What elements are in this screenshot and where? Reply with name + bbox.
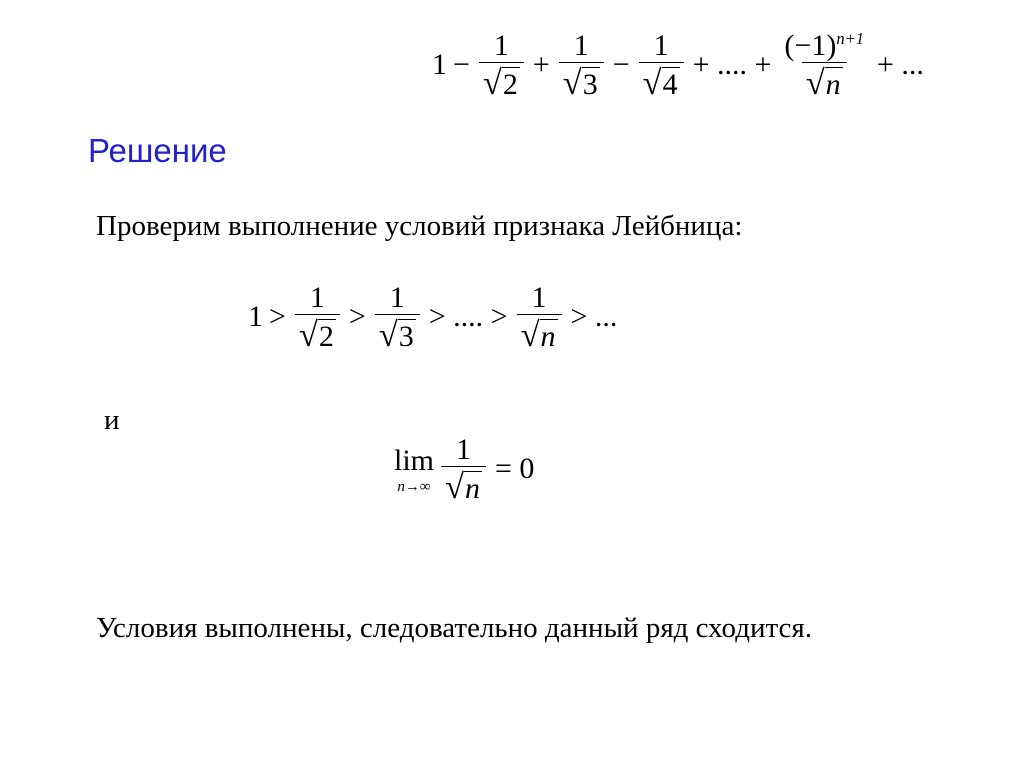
radicand: n (825, 67, 841, 101)
limit-label: lim (394, 443, 435, 477)
fraction-numerator: 1 (531, 281, 547, 314)
inequality-gt-2: > (348, 300, 366, 333)
radicand: n (464, 471, 480, 505)
inequality-fraction-sqrt3: 1 √ 3 (375, 282, 420, 352)
series-op-2: + (532, 48, 550, 81)
inequality-term-1: 1 (248, 300, 263, 333)
series-op-4: + .... + (692, 48, 772, 81)
solution-heading: Решение (88, 132, 227, 169)
limit-fraction: 1 √ n (441, 434, 486, 504)
fraction-numerator: 1 (455, 433, 471, 466)
radicand: 4 (662, 67, 678, 101)
inequality-gt-1: > (269, 300, 286, 333)
conclusion-text: Условия выполнены, следовательно данный ряд сходится. (96, 612, 812, 644)
inequality-fraction-sqrtn: 1 √ n (517, 282, 562, 352)
series-term-1: 1 (432, 48, 447, 81)
radicand: 2 (502, 67, 518, 101)
series-op-1: − (453, 48, 470, 81)
series-tail: + ... (876, 48, 924, 81)
fraction-numerator: 1 (309, 281, 325, 314)
limit-subscript: n→∞ (397, 478, 431, 495)
radicand: n (540, 319, 556, 353)
series-general-term: $(-1)^{n+1}$ √ n (784, 29, 864, 102)
limit-equals: = 0 (494, 452, 535, 485)
inequality-gt-3: > .... > (428, 300, 508, 333)
fraction-numerator: 1 (573, 29, 589, 62)
series-fraction-sqrt4: 1 √ 4 (639, 30, 684, 100)
inequality-tail: > ... (570, 300, 618, 333)
fraction-numerator: 1 (493, 29, 509, 62)
radicand: 2 (318, 319, 334, 353)
series-fraction-sqrt2: 1 √ 2 (479, 30, 524, 100)
inequality-fraction-sqrt2: 1 √ 2 (295, 282, 340, 352)
radicand: 3 (582, 67, 598, 101)
general-term-exponent: n+1 (836, 29, 864, 48)
conjunction-text: и (104, 404, 120, 436)
inequality-chain (248, 282, 623, 352)
series-op-3: − (612, 48, 630, 81)
leibniz-intro-text: Проверим выполнение условий признака Лейбница: (96, 210, 743, 242)
series-fraction-sqrt3: 1 √ 3 (559, 30, 604, 100)
radicand: 3 (398, 319, 414, 353)
fraction-numerator: 1 (389, 281, 405, 314)
limit-formula (394, 434, 540, 504)
series-formula (432, 30, 930, 100)
general-term-base: (−1) (784, 29, 837, 62)
limit-operator (394, 444, 434, 495)
fraction-numerator: 1 (653, 29, 669, 62)
